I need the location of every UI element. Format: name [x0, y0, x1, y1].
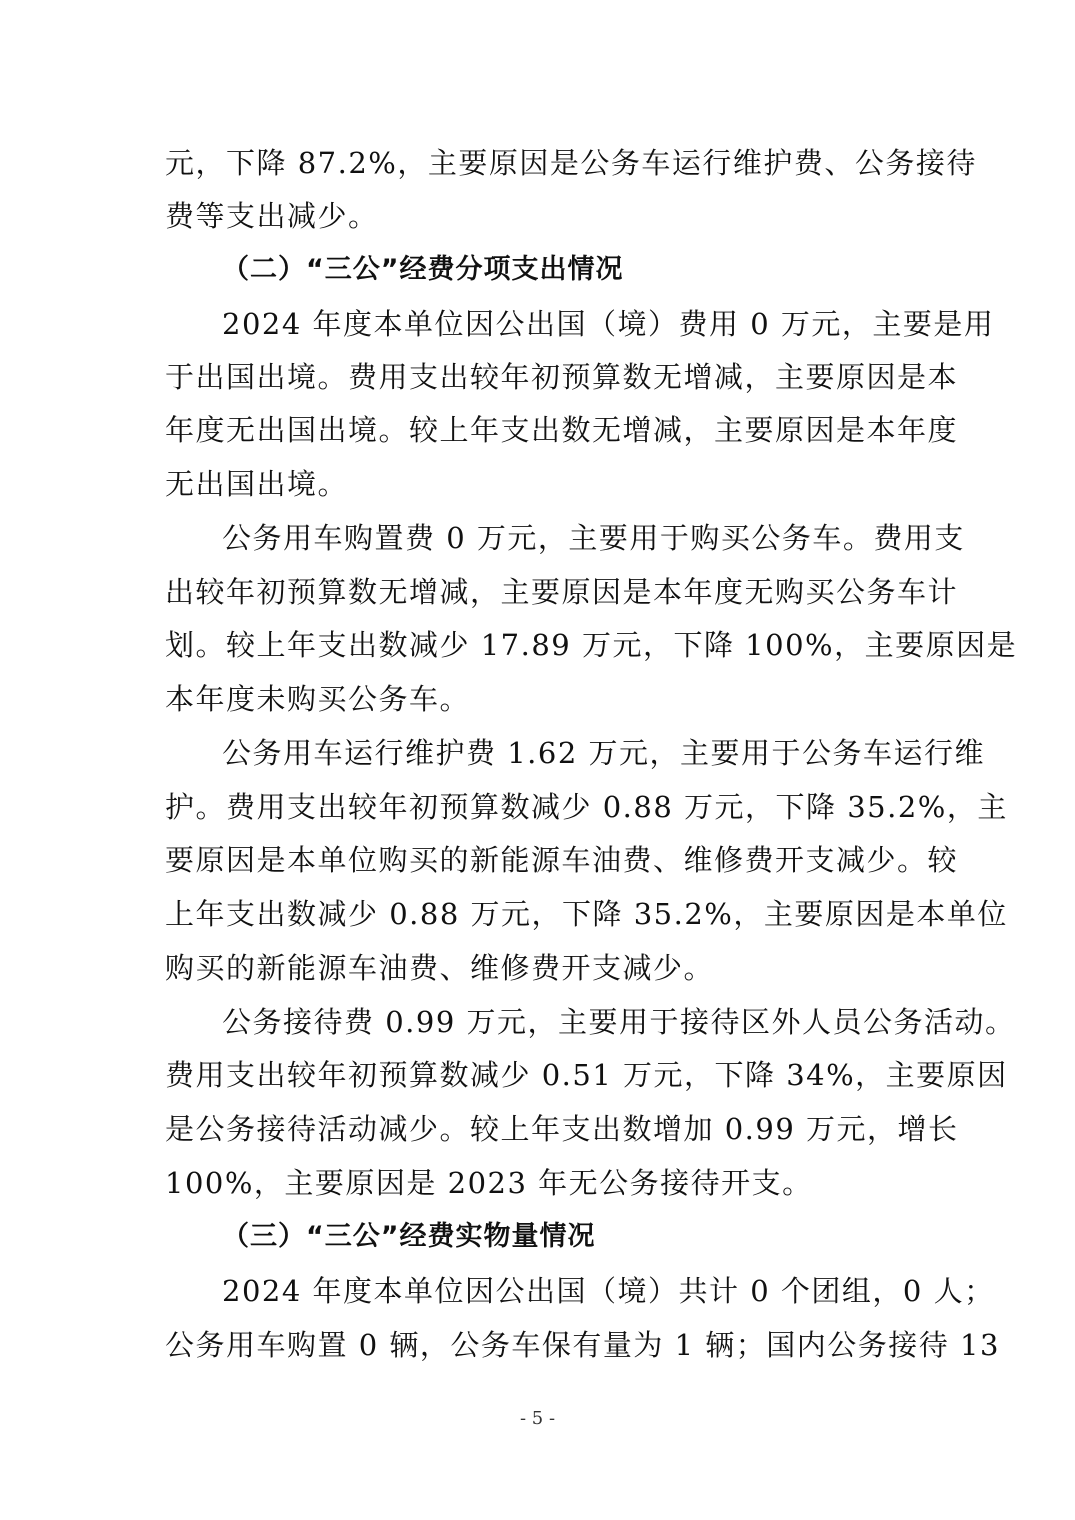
paragraph-first-line: 2024 年度本单位因公出国（境）共计 0 个团组，0 人；: [222, 1274, 995, 1308]
text-line: 划。较上年支出数减少 17.89 万元，下降 100%，主要原因是: [165, 628, 1018, 662]
text-line: 公务用车购置 0 辆，公务车保有量为 1 辆；国内公务接待 13: [165, 1328, 1000, 1362]
paragraph-first-line: 公务用车购置费 0 万元，主要用于购买公务车。费用支: [222, 521, 965, 555]
text-line: 于出国出境。费用支出较年初预算数无增减，主要原因是本: [165, 360, 959, 394]
paragraph-first-line: 公务用车运行维护费 1.62 万元，主要用于公务车运行维: [222, 736, 986, 770]
text-line: 出较年初预算数无增减，主要原因是本年度无购买公务车计: [165, 575, 959, 609]
text-line: 上年支出数减少 0.88 万元，下降 35.2%，主要原因是本单位: [165, 897, 1008, 931]
text-line: 要原因是本单位购买的新能源车油费、维修费开支减少。较: [165, 843, 959, 877]
page-number: - 5 -: [519, 1408, 556, 1429]
text-line: 100%，主要原因是 2023 年无公务接待开支。: [165, 1166, 813, 1200]
text-line: 年度无出国出境。较上年支出数无增减，主要原因是本年度: [165, 413, 959, 447]
text-line: 本年度未购买公务车。: [165, 682, 471, 716]
paragraph-first-line: 公务接待费 0.99 万元，主要用于接待区外人员公务活动。: [222, 1005, 1016, 1039]
text-line: 元，下降 87.2%，主要原因是公务车运行维护费、公务接待: [165, 146, 977, 180]
text-line: 是公务接待活动减少。较上年支出数增加 0.99 万元，增长: [165, 1112, 959, 1146]
text-line: 护。费用支出较年初预算数减少 0.88 万元，下降 35.2%，主: [165, 790, 1008, 824]
section-heading: （二）“三公”经费分项支出情况: [222, 254, 624, 285]
text-line: 费等支出减少。: [165, 199, 379, 233]
paragraph-first-line: 2024 年度本单位因公出国（境）费用 0 万元，主要是用: [222, 307, 995, 341]
text-line: 无出国出境。: [165, 467, 349, 501]
text-line: 费用支出较年初预算数减少 0.51 万元，下降 34%，主要原因: [165, 1058, 1008, 1092]
text-line: 购买的新能源车油费、维修费开支减少。: [165, 951, 715, 985]
section-heading: （三）“三公”经费实物量情况: [222, 1221, 596, 1252]
